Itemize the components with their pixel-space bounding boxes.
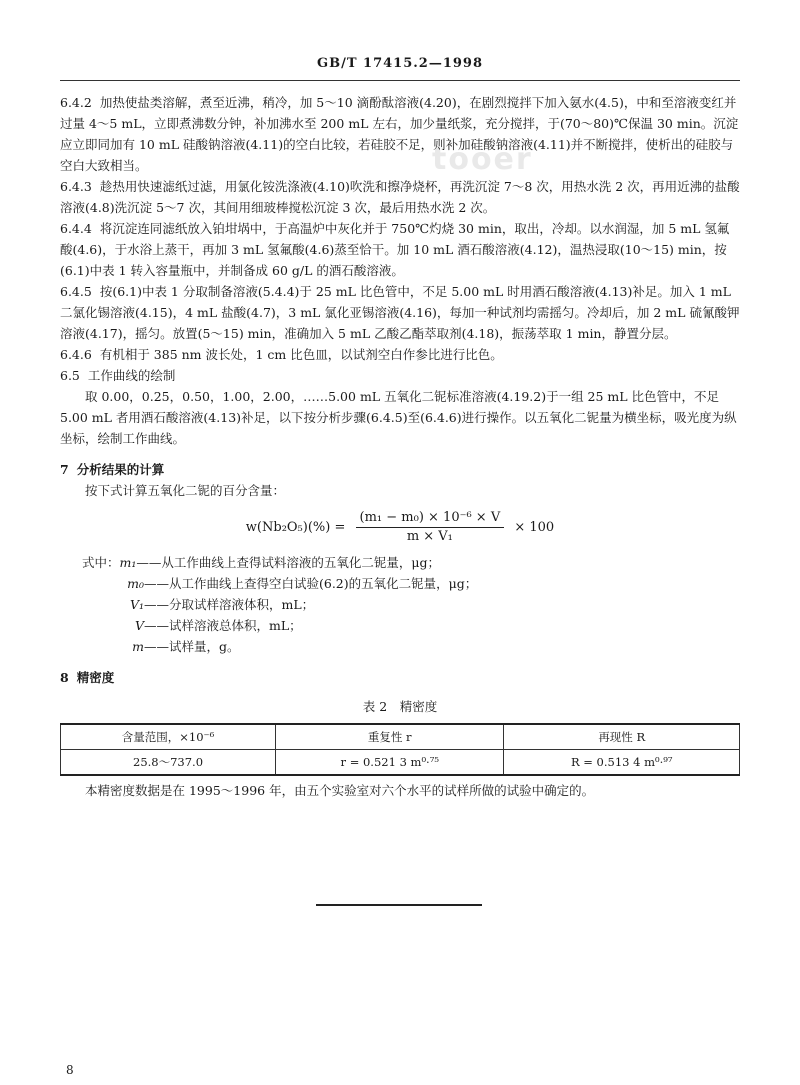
clause-6-4-2 [60,92,740,176]
standard-number-header: GB/T 17415.2—1998 [316,56,484,71]
variable-desc: ——试样溶液总体积，mL； [144,618,302,633]
page-number: 8 [66,1063,74,1077]
clause-number: 6.4.4 [60,221,92,236]
variable-definition [82,636,740,657]
clause-number: 6.4.2 [60,95,92,110]
formula-lhs: w(Nb₂O₅)(%) = [245,520,346,535]
clause-6-4-3 [60,176,740,218]
clause-text: 有机相于 385 nm 波长处，1 cm 比色皿，以试剂空白作参比进行比色。 [99,347,503,362]
clause-text: 加热使盐类溶解，煮至近沸，稍冷，加 5～10 滴酚酞溶液(4.20)，在剧烈搅拌下加入氨水(4.5)，中和至溶液变红并过量 4～5 mL，立即煮沸数分钟，补加沸水至 200 mL 左右，加少量纸浆，充分搅拌，于(70～80)℃保温 30 min。沉淀应立即同加有 10 mL 硅酸钠溶液(4.11)的空白比较，若硅胶不足，则补加硅酸钠溶液(4.11)并不断搅拌，使析出的硅胶与空白大致相当。 [60,95,739,173]
formula [60,509,740,546]
formula-fraction [356,509,505,546]
clause-text: 按(6.1)中表 1 分取制备溶液(5.4.4)于 25 mL 比色管中，不足 5.00 mL 时用酒石酸溶液(4.13)补足。加入 1 mL 二氯化锡溶液(4.15)，4 mL 盐酸(4.7)，3 mL 氯化亚锡溶液(4.16)，每加一种试剂均需摇匀。冷却后，加 2 mL 硫氰酸钾溶液(4.17)，摇匀。放置(5～15) min，准确加入 5 mL 乙酸乙酯萃取剂(4.18)，振荡萃取 1 min，静置分层。 [60,284,740,341]
variable-desc: ——从工作曲线上查得试料溶液的五氧化二铌量，μg； [136,555,441,570]
clause-text: 将沉淀连同滤纸放入铂坩埚中，于高温炉中灰化并于 750℃灼烧 30 min，取出，冷却。以水润湿，加 5 mL 氢氟酸(4.6)，于水浴上蒸干，再加 3 mL 氢氟酸(4.6)蒸至恰干。加 10 mL 酒石酸溶液(4.12)，温热浸取(10～15) min，按(6.1)中表 1 转入容量瓶中，并制备成 60 g/L 的酒石酸溶液。 [60,221,730,278]
formula-numerator: (m₁ − m₀) × 10⁻⁶ × V [356,509,505,528]
clause-number: 6.4.6 [60,347,92,362]
clause-6-4-4 [60,218,740,281]
header-rule [60,80,740,81]
section-title: 分析结果的计算 [76,462,165,477]
variable-definition [82,573,740,594]
col-header-reproducibility: 再现性 R [504,724,740,750]
clause-6-5-text: 取 0.00，0.25，0.50，1.00，2.00，……5.00 mL 五氧化二铌标准溶液(4.19.2)于一组 25 mL 比色管中，不足 5.00 mL 者用酒石酸溶液(4.13)补足，以下按分析步骤(6.4.5)至(6.4.6)进行操作。以五氧化二铌量为横坐标，吸光度为纵坐标，绘制工作曲线。 [60,389,737,446]
variable-symbol: m [132,639,144,654]
cell-range: 25.8～737.0 [61,750,276,776]
variable-symbol: V₁ [129,597,144,612]
clause-number: 6.5 [60,368,80,383]
clause-title: 工作曲线的绘制 [87,368,176,383]
clause-6-4-5 [60,281,740,344]
table-header-row [61,724,740,750]
col-header-repeatability: 重复性 r [276,724,504,750]
section-7-heading [60,459,740,480]
clause-text: 趁热用快速滤纸过滤，用氯化铵洗涤液(4.10)吹洗和擦净烧杯，再洗沉淀 7～8 次，用热水洗 2 次，再用近沸的盐酸溶液(4.8)洗沉淀 5～7 次，其间用细玻棒搅松沉淀 3 次，最后用热水洗 2 次。 [60,179,740,215]
variable-desc: ——分取试样溶液体积，mL； [144,597,315,612]
variable-definition [82,594,740,615]
section-number: 7 [60,462,69,477]
variable-desc: ——试样量，g。 [144,639,240,654]
variable-definition [82,552,740,573]
clause-number: 6.4.3 [60,179,92,194]
clause-6-4-6 [60,344,740,365]
clause-6-5-heading [60,365,740,386]
variable-symbol: V [134,618,144,633]
section-8-heading [60,667,740,688]
watermark: tooer [432,142,533,177]
col-header-range: 含量范围，×10⁻⁶ [61,724,276,750]
precision-note: 本精密度数据是在 1995～1996 年，由五个实验室对六个水平的试样所做的试验中确定的。 [85,783,595,798]
variable-desc: ——从工作曲线上查得空白试验(6.2)的五氧化二铌量，μg； [144,576,478,591]
formula-intro: 按下式计算五氧化二铌的百分含量： [85,483,286,498]
table-2-caption: 表 2 精密度 [362,699,438,714]
variable-symbol: m₁ [119,555,137,570]
section-title: 精密度 [76,670,115,685]
where-label: 式中： [82,555,120,570]
clause-number: 6.4.5 [60,284,92,299]
document-body [60,92,740,801]
formula-denominator: m × V₁ [406,529,453,544]
variable-symbol: m₀ [127,576,144,591]
formula-multiplier: × 100 [514,520,555,535]
end-rule [316,904,482,906]
precision-table [60,723,740,776]
variable-definition [82,615,740,636]
cell-repeatability: r = 0.521 3 m⁰·⁷⁵ [276,750,504,776]
section-number: 8 [60,670,69,685]
cell-reproducibility: R = 0.513 4 m⁰·⁹⁷ [504,750,740,776]
table-row [61,750,740,776]
variable-definitions [82,552,740,657]
